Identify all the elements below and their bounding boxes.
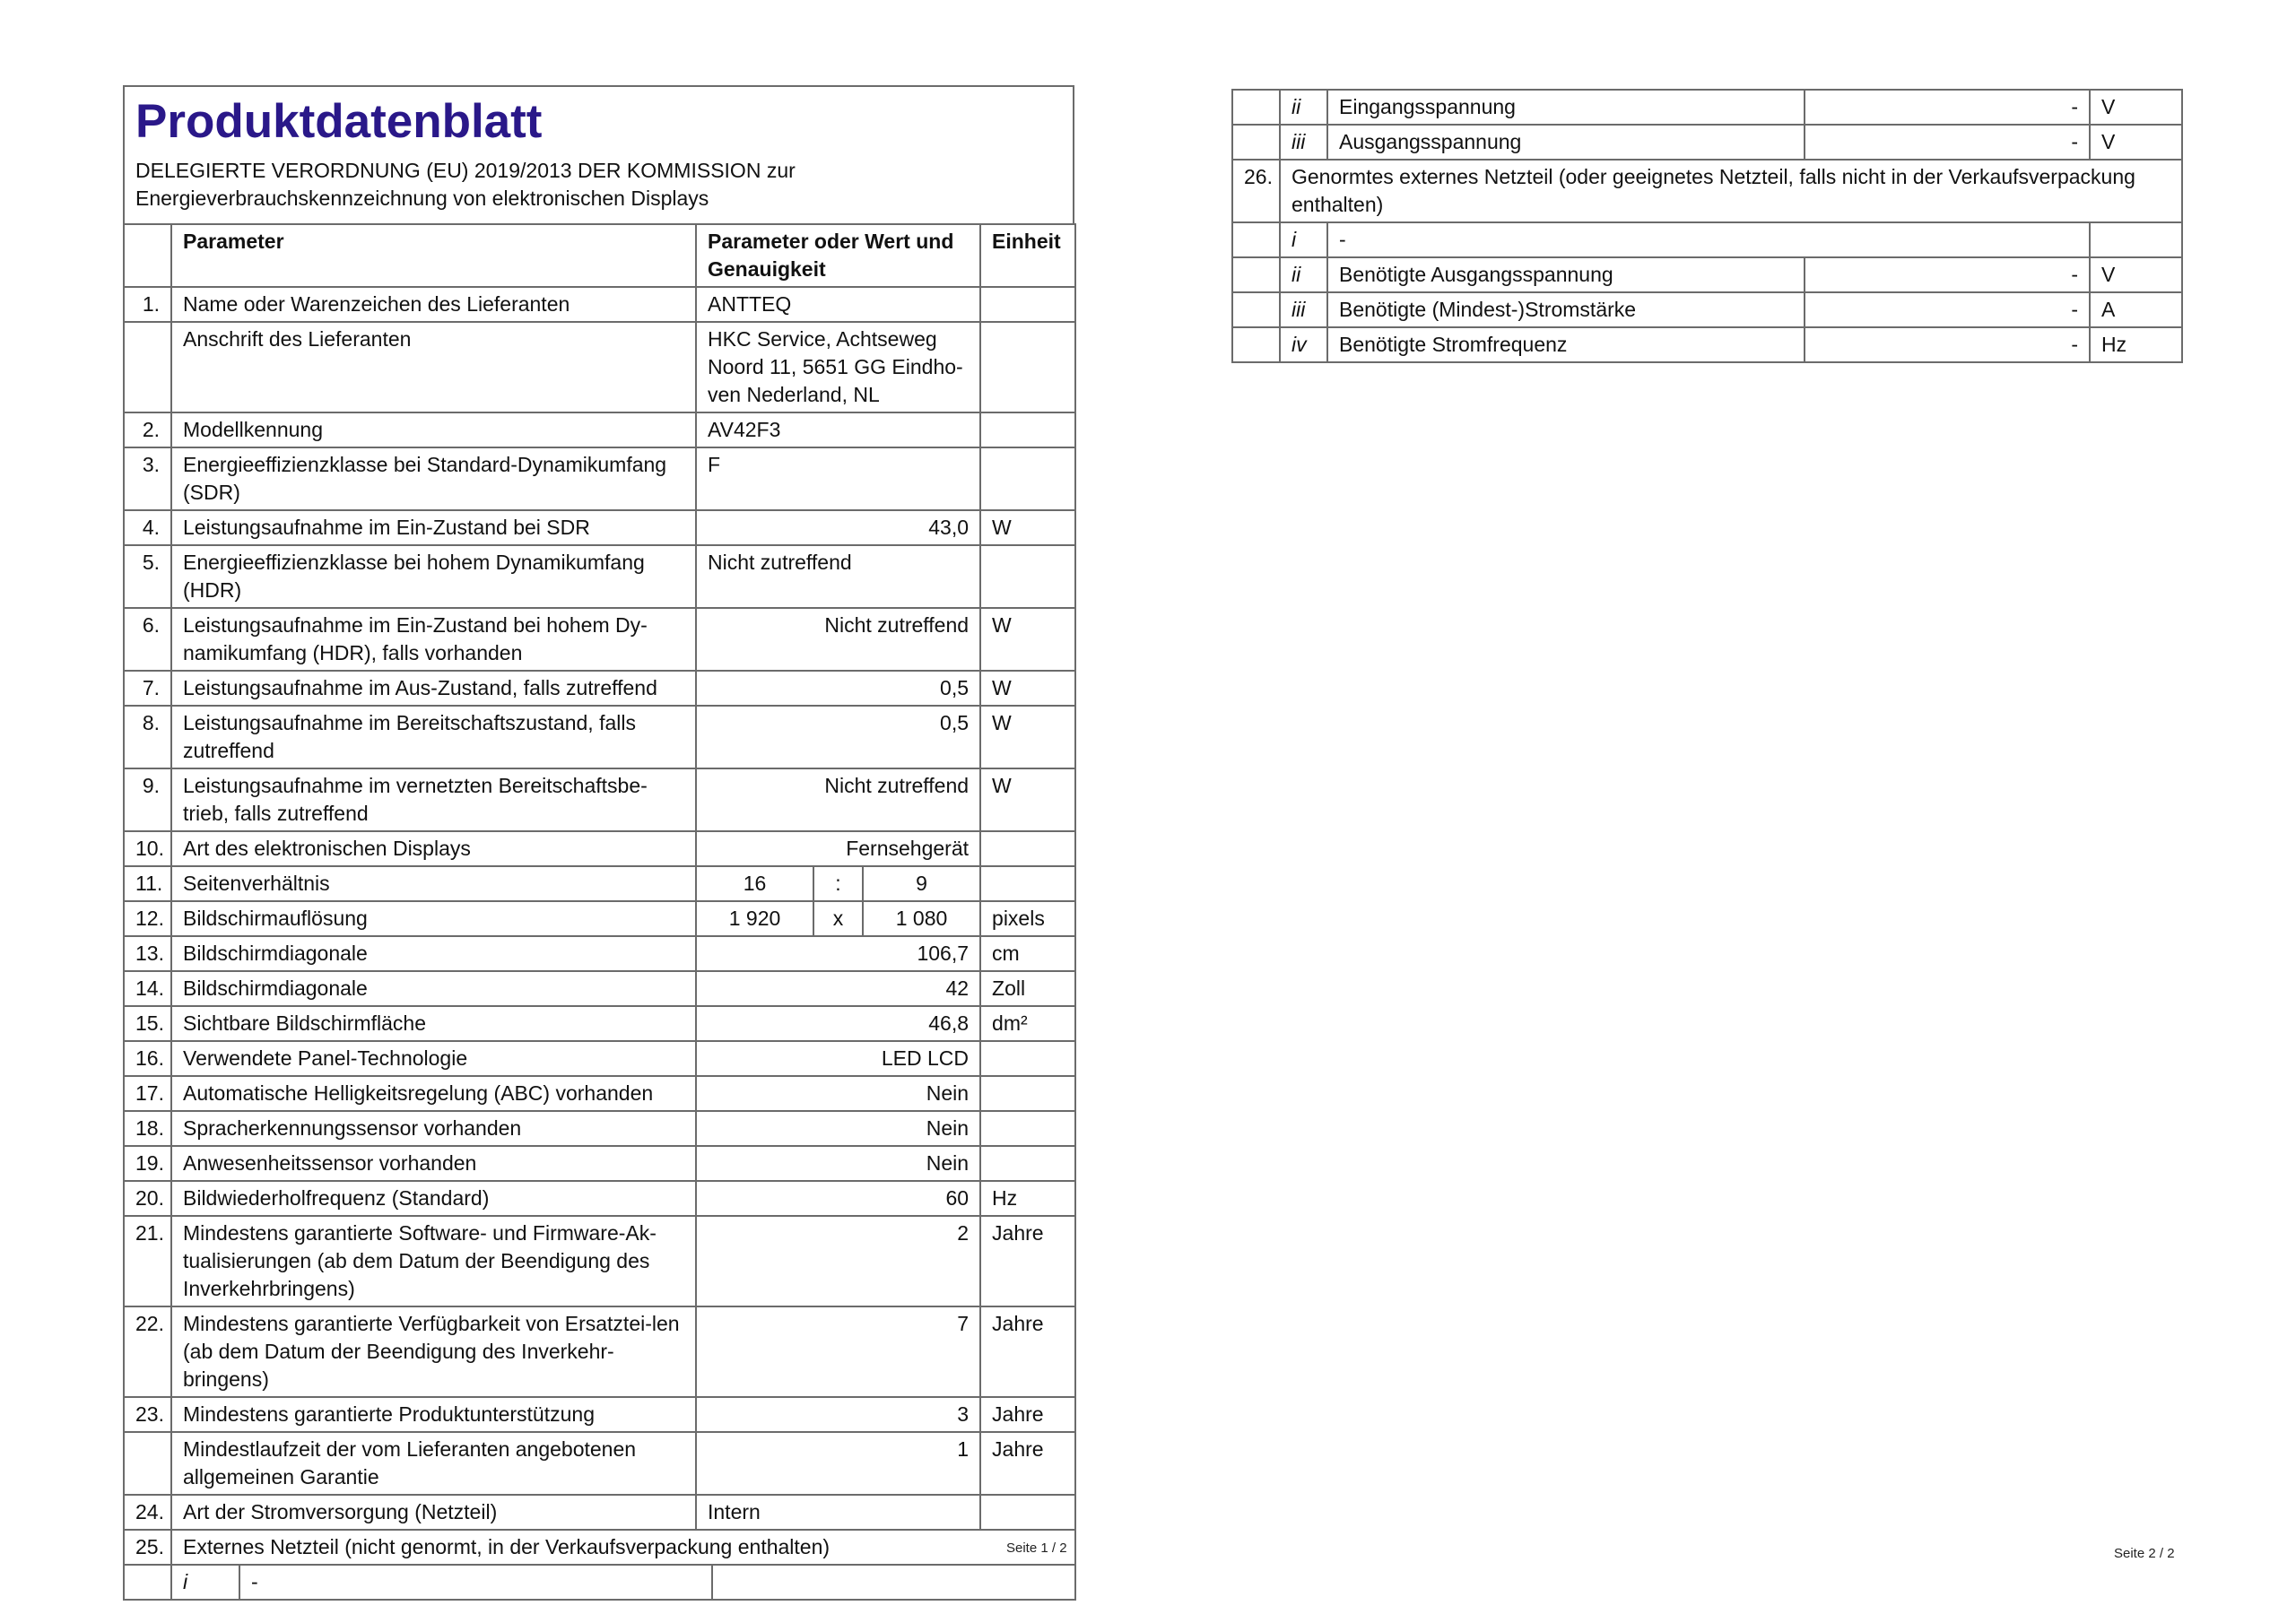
row-value: AV42F3 [696,412,980,447]
row-num: 6. [124,608,171,671]
column-header-value: Parameter oder Wert und Genauigkeit [696,224,980,287]
row-parameter: Spracherkennungssensor vorhanden [171,1111,696,1146]
table-row [124,412,1075,447]
row-unit: W [980,768,1075,831]
row-value: 0,5 [696,706,980,768]
row-unit [980,287,1075,322]
table-row [1232,125,2182,160]
row-value: 2 [696,1216,980,1306]
row-value-sep: x [813,901,863,936]
sub-label: Benötigte Stromfrequenz [1327,327,1805,362]
row-parameter: Externes Netzteil (nicht genormt, in der Verkaufsverpackung enthalten) [171,1530,1075,1565]
row-num: 7. [124,671,171,706]
row-parameter: Leistungsaufnahme im Ein-Zustand bei SDR [171,510,696,545]
sub-unit: Hz [2090,327,2182,362]
row-parameter: Bildwiederholfrequenz (Standard) [171,1181,696,1216]
row-unit [980,447,1075,510]
product-data-table [123,223,1076,1601]
row-value-sep: : [813,866,863,901]
row-parameter: Leistungsaufnahme im Bereitschaftszustand, falls zutreffend [171,706,696,768]
table-row [124,608,1075,671]
row-parameter: Art des elektronischen Displays [171,831,696,866]
document-title: Produktdatenblatt [135,95,543,148]
row-num: 16. [124,1041,171,1076]
row-unit [980,412,1075,447]
table-row [124,901,1075,936]
row-value-a: 1 920 [696,901,813,936]
sub-value: - [1805,257,2090,292]
row-num: 12. [124,901,171,936]
sub-value: - [1805,125,2090,160]
row-value: Nicht zutreffend [696,545,980,608]
table-row [124,1565,1075,1600]
table-row [124,1006,1075,1041]
sub-index: iv [1280,327,1327,362]
row-num-cell [1232,90,1280,125]
row-value-b: 1 080 [863,901,980,936]
row-num [124,322,171,412]
row-value: 60 [696,1181,980,1216]
row-num: 22. [124,1306,171,1397]
row-num-cell [1232,292,1280,327]
table-row [124,671,1075,706]
row-num: 23. [124,1397,171,1432]
sub-value: - [1805,292,2090,327]
row-parameter: Mindestens garantierte Software- und Firmware-Ak-tualisierungen (ab dem Datum der Beendigung des Inverkehrbringens) [171,1216,696,1306]
regulation-line-1: DELEGIERTE VERORDNUNG (EU) 2019/2013 DER KOMMISSION zur [135,159,796,182]
table-row [124,322,1075,412]
row-parameter: Leistungsaufnahme im Aus-Zustand, falls zutreffend [171,671,696,706]
table-row [124,287,1075,322]
row-unit [980,1111,1075,1146]
row-unit: Hz [980,1181,1075,1216]
row-unit: Jahre [980,1397,1075,1432]
sub-index: ii [1280,90,1327,125]
row-parameter: Bildschirmdiagonale [171,936,696,971]
table-row [1232,327,2182,362]
row-num: 24. [124,1495,171,1530]
table-row [124,545,1075,608]
column-header-unit: Einheit [980,224,1075,287]
row-value: Nein [696,1146,980,1181]
row-parameter: Verwendete Panel-Technologie [171,1041,696,1076]
row-num: 20. [124,1181,171,1216]
sub-unit: A [2090,292,2182,327]
sub-index: iii [1280,125,1327,160]
table-row [124,1111,1075,1146]
row-num: 1. [124,287,171,322]
row-num: 4. [124,510,171,545]
row-num-cell [1232,257,1280,292]
row-num: 14. [124,971,171,1006]
row-value: HKC Service, Achtseweg Noord 11, 5651 GG Eindho-ven Nederland, NL [696,322,980,412]
datasheet-page-2 [1231,89,2181,363]
datasheet-page-1 [123,85,1074,1601]
row-num: 25. [124,1530,171,1565]
row-value: 46,8 [696,1006,980,1041]
row-unit [980,322,1075,412]
row-num [124,1432,171,1495]
row-parameter: Energieeffizienzklasse bei hohem Dynamikumfang (HDR) [171,545,696,608]
row-value: 42 [696,971,980,1006]
row-unit [980,831,1075,866]
row-num: 9. [124,768,171,831]
sub-unit-cell [2090,222,2182,257]
row-value: Nicht zutreffend [696,608,980,671]
row-parameter: Art der Stromversorgung (Netzteil) [171,1495,696,1530]
row-unit [980,866,1075,901]
row-value: ANTTEQ [696,287,980,322]
row-unit: Zoll [980,971,1075,1006]
row-unit: pixels [980,901,1075,936]
page-number-1: Seite 1 / 2 [1006,1541,1067,1556]
header-box [123,85,1074,223]
sub-label: - [1327,222,2090,257]
table-row [1232,292,2182,327]
table-row [124,706,1075,768]
row-num: 21. [124,1216,171,1306]
row-num: 18. [124,1111,171,1146]
row-value: 43,0 [696,510,980,545]
sub-unit: V [2090,125,2182,160]
table-row [124,768,1075,831]
row-num-cell [1232,125,1280,160]
table-row [124,831,1075,866]
row-num: 8. [124,706,171,768]
sub-text: - [239,1566,712,1599]
row-parameter: Leistungsaufnahme im vernetzten Bereitschaftsbe-trieb, falls zutreffend [171,768,696,831]
row-sub-cell [171,1565,1075,1600]
row-num: 11. [124,866,171,901]
header-num-cell [124,224,171,287]
row-value: 106,7 [696,936,980,971]
sub-index: i [172,1566,239,1599]
table-row [124,447,1075,510]
row-parameter: Mindestens garantierte Verfügbarkeit von Ersatztei-len (ab dem Datum der Beendigung des Inverkehr-bringens) [171,1306,696,1397]
row-unit [980,1146,1075,1181]
row-num: 5. [124,545,171,608]
table-row [124,971,1075,1006]
sub-label: Benötigte (Mindest-)Stromstärke [1327,292,1805,327]
row-parameter: Name oder Warenzeichen des Lieferanten [171,287,696,322]
table-row [124,1216,1075,1306]
row-value: F [696,447,980,510]
table-header-row [124,224,1075,287]
sub-unit-cell [712,1566,1074,1599]
row-parameter: Modellkennung [171,412,696,447]
row-unit: W [980,706,1075,768]
row-parameter: Automatische Helligkeitsregelung (ABC) vorhanden [171,1076,696,1111]
row-unit: W [980,671,1075,706]
table-row [124,510,1075,545]
row-parameter: Seitenverhältnis [171,866,696,901]
row-value-b: 9 [863,866,980,901]
table-row [1232,257,2182,292]
row-num-cell [124,1565,171,1600]
column-header-parameter: Parameter [171,224,696,287]
row-text: Genormtes externes Netzteil (oder geeignetes Netzteil, falls nicht in der Verkaufsverpackung enthalten) [1280,160,2182,222]
sub-unit: V [2090,90,2182,125]
row-num-cell [1232,222,1280,257]
row-parameter: Bildschirmdiagonale [171,971,696,1006]
page-number-2: Seite 2 / 2 [2114,1546,2175,1561]
sub-index: iii [1280,292,1327,327]
regulation-line-2: Energieverbrauchskennzeichnung von elektronischen Displays [135,187,709,210]
table-row [1232,160,2182,222]
row-value-a: 16 [696,866,813,901]
row-parameter: Mindestens garantierte Produktunterstützung [171,1397,696,1432]
table-row [1232,222,2182,257]
sub-value: - [1805,327,2090,362]
row-num: 15. [124,1006,171,1041]
table-row [124,1181,1075,1216]
row-unit: Jahre [980,1306,1075,1397]
row-parameter: Energieeffizienzklasse bei Standard-Dynamikumfang (SDR) [171,447,696,510]
row-value: Nicht zutreffend [696,768,980,831]
sub-label: Eingangsspannung [1327,90,1805,125]
table-row [124,1397,1075,1432]
row-value: Nein [696,1076,980,1111]
table-row [124,1432,1075,1495]
table-row [124,1306,1075,1397]
row-value: 0,5 [696,671,980,706]
row-value: Nein [696,1111,980,1146]
table-row [124,1146,1075,1181]
sub-value: - [1805,90,2090,125]
row-value: Intern [696,1495,980,1530]
table-row [1232,90,2182,125]
sub-label: Ausgangsspannung [1327,125,1805,160]
sub-index: ii [1280,257,1327,292]
row-unit: dm² [980,1006,1075,1041]
row-unit: W [980,608,1075,671]
row-num: 13. [124,936,171,971]
row-num-cell [1232,327,1280,362]
row-unit [980,1076,1075,1111]
sub-label: Benötigte Ausgangsspannung [1327,257,1805,292]
table-row [124,1076,1075,1111]
row-parameter: Bildschirmauflösung [171,901,696,936]
row-parameter: Anwesenheitssensor vorhanden [171,1146,696,1181]
table-row [124,1530,1075,1565]
row-value: 3 [696,1397,980,1432]
sub-unit: V [2090,257,2182,292]
table-row [124,936,1075,971]
row-unit: W [980,510,1075,545]
table-row [124,866,1075,901]
power-supply-table [1231,89,2183,363]
row-unit [980,545,1075,608]
row-num: 3. [124,447,171,510]
table-row [124,1495,1075,1530]
row-parameter: Mindestlaufzeit der vom Lieferanten angebotenen allgemeinen Garantie [171,1432,696,1495]
table-row [124,1041,1075,1076]
row-unit: Jahre [980,1432,1075,1495]
row-parameter: Sichtbare Bildschirmfläche [171,1006,696,1041]
row-value: 1 [696,1432,980,1495]
row-value: 7 [696,1306,980,1397]
row-value: LED LCD [696,1041,980,1076]
row-unit [980,1495,1075,1530]
row-num: 2. [124,412,171,447]
row-parameter: Anschrift des Lieferanten [171,322,696,412]
row-unit: Jahre [980,1216,1075,1306]
row-value: Fernsehgerät [696,831,980,866]
row-num: 26. [1232,160,1280,222]
row-unit [980,1041,1075,1076]
row-num: 10. [124,831,171,866]
row-parameter: Leistungsaufnahme im Ein-Zustand bei hohem Dy-namikumfang (HDR), falls vorhanden [171,608,696,671]
row-unit: cm [980,936,1075,971]
sub-index: i [1280,222,1327,257]
row-num: 17. [124,1076,171,1111]
row-num: 19. [124,1146,171,1181]
